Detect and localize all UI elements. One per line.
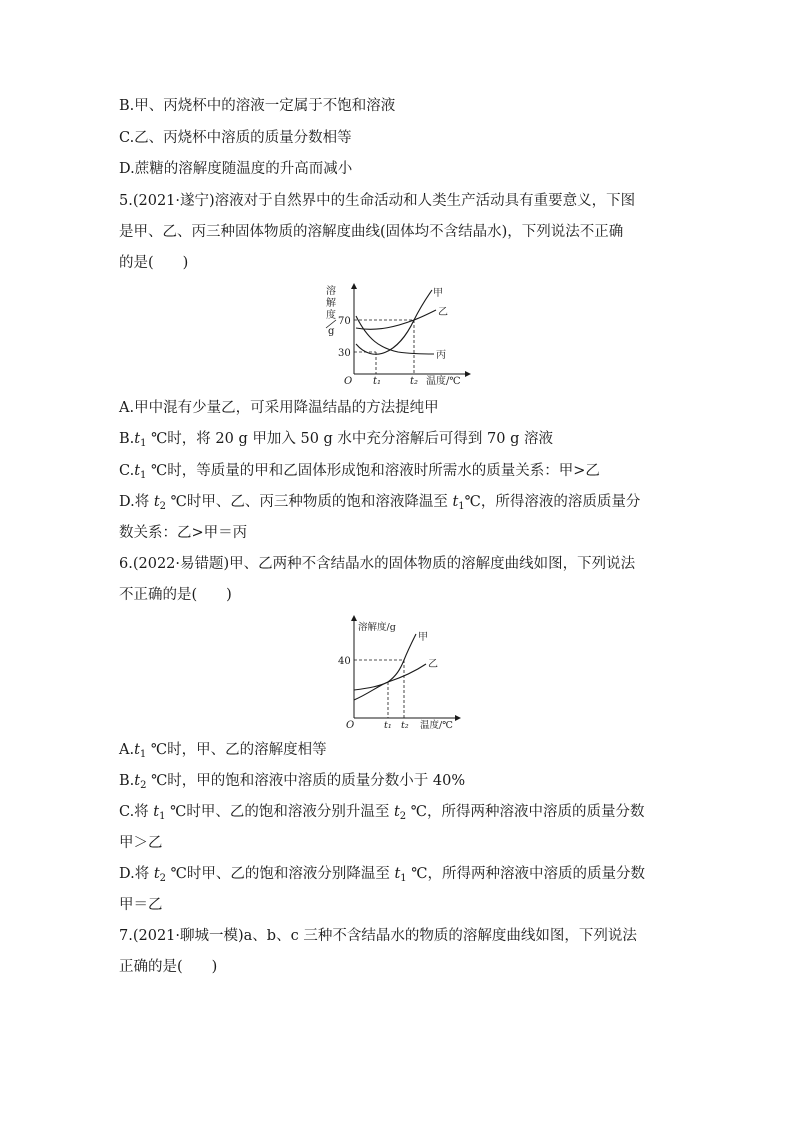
q5-option-d-line-2: 数关系：乙>甲＝丙 xyxy=(119,525,248,541)
y-axis-label-char-2: 解 xyxy=(326,298,336,309)
q5-option-d xyxy=(119,492,640,512)
q6-option-b-text: ℃时，甲的饱和溶液中溶质的质量分数小于 40% xyxy=(146,773,466,789)
q4-option-c: C.乙、丙烧杯中溶质的质量分数相等 xyxy=(119,130,352,146)
x-tick-t2: t₂ xyxy=(401,720,409,730)
origin-label: O xyxy=(346,720,355,730)
q5-option-a: A.甲中混有少量乙，可采用降温结晶的方法提纯甲 xyxy=(119,400,439,416)
q5-option-d-prefix: D.将 xyxy=(119,494,154,510)
x-tick-t2: t₂ xyxy=(410,376,419,387)
q5-option-d-mid: ℃时甲、乙、丙三种物质的饱和溶液降温至 xyxy=(166,494,453,510)
q5-stem-line-1: 5.(2021·遂宁)溶液对于自然界中的生命活动和人类生产活动具有重要意义，下图 xyxy=(119,193,636,209)
y-tick-70: 70 xyxy=(338,316,351,327)
q6-stem-line-1: 6.(2022·易错题)甲、乙两种不含结晶水的固体物质的溶解度曲线如图，下列说法 xyxy=(119,556,636,572)
q6-option-c-t2: t xyxy=(393,804,400,820)
q6-option-c-sub: 1 xyxy=(159,811,166,822)
q6-option-c-sub2: 2 xyxy=(399,811,407,822)
q5-option-c-text: ℃时，等质量的甲和乙固体形成饱和溶液时所需水的质量关系：甲>乙 xyxy=(146,463,600,479)
curve-label-yi: 乙 xyxy=(428,659,438,670)
q6-option-b-prefix: B. xyxy=(119,773,135,789)
q5-option-b-t: t xyxy=(134,431,141,447)
q5-option-d-t2: t xyxy=(452,494,459,510)
q5-option-c-t: t xyxy=(134,463,141,479)
curve-label-bing: 丙 xyxy=(436,350,446,361)
curve-jia xyxy=(354,634,416,690)
q5-stem-line-3: 的是( ) xyxy=(119,255,189,271)
q6-option-d-t: t xyxy=(153,866,160,882)
q6-option-d-line-2: 甲＝乙 xyxy=(119,897,163,913)
q7-stem-line-1: 7.(2021·聊城一模)a、b、c 三种不含结晶水的物质的溶解度曲线如图，下列说法 xyxy=(119,928,637,944)
q6-stem-line-2: 不正确的是( ) xyxy=(119,587,232,603)
q6-option-d-text: ℃，所得两种溶液中溶质的质量分数 xyxy=(406,866,646,882)
q4-option-b: B.甲、丙烧杯中的溶液一定属于不饱和溶液 xyxy=(119,98,396,114)
q6-option-d-sub: 2 xyxy=(159,873,167,884)
q6-option-d-mid: ℃时甲、乙的饱和溶液分别降温至 xyxy=(166,866,395,882)
q6-option-a-t: t xyxy=(134,742,140,758)
curve-bing xyxy=(356,316,434,354)
q5-stem-line-2: 是甲、乙、丙三种固体物质的溶解度曲线(固体均不含结晶水)，下列说法不正确 xyxy=(119,224,624,240)
q5-option-d-text: ℃，所得溶液的溶质质量分 xyxy=(464,494,641,510)
x-tick-t1: t₁ xyxy=(384,720,392,730)
y-axis-label-unit: g xyxy=(328,326,335,337)
q5-option-b-text: ℃时，将 20 g 甲加入 50 g 水中充分溶解后可得到 70 g 溶液 xyxy=(146,431,553,447)
q6-option-d-sub2: 1 xyxy=(400,873,407,884)
q6-option-b xyxy=(119,771,465,791)
q6-option-d-prefix: D.将 xyxy=(119,866,154,882)
q4-option-d: D.蔗糖的溶解度随温度的升高而减小 xyxy=(119,161,353,177)
curve-jia xyxy=(356,290,432,354)
curve-label-jia: 甲 xyxy=(418,632,428,643)
y-axis-label-char-3: 度 xyxy=(326,310,336,321)
q5-option-d-sub2: 1 xyxy=(458,501,465,512)
q6-option-d xyxy=(119,864,645,884)
curve-label-jia: 甲 xyxy=(433,288,443,299)
q6-option-d-t2: t xyxy=(394,866,401,882)
q7-stem-line-2: 正确的是( ) xyxy=(119,959,218,975)
q6-option-c-t: t xyxy=(153,804,160,820)
q6-option-c-line-2: 甲＞乙 xyxy=(119,835,163,851)
y-axis-label: 溶解度/g xyxy=(358,622,396,633)
solubility-chart-q5 xyxy=(318,282,478,390)
q5-option-c xyxy=(119,461,600,481)
q6-option-c-text: ℃，所得两种溶液中溶质的质量分数 xyxy=(406,804,645,820)
q6-option-b-t: t xyxy=(134,773,141,789)
q5-option-c-prefix: C. xyxy=(119,463,135,479)
q6-option-a-sub: 1 xyxy=(139,749,147,760)
x-axis-label: 温度/℃ xyxy=(426,376,461,387)
y-tick-30: 30 xyxy=(338,348,351,359)
x-axis-label: 温度/℃ xyxy=(420,720,453,730)
curve-yi xyxy=(354,664,426,700)
q6-option-c-mid: ℃时甲、乙的饱和溶液分别升温至 xyxy=(165,804,394,820)
y-axis-label-char-1: 溶 xyxy=(326,286,336,297)
q6-option-b-sub: 2 xyxy=(140,780,147,791)
q5-option-d-sub: 2 xyxy=(159,501,167,512)
y-tick-40: 40 xyxy=(338,656,351,667)
curve-label-yi: 乙 xyxy=(438,307,448,318)
q5-option-b-prefix: B. xyxy=(119,431,135,447)
q6-option-a-text: ℃时，甲、乙的溶解度相等 xyxy=(146,742,327,758)
q6-option-c-prefix: C.将 xyxy=(119,804,154,820)
q5-option-c-sub: 1 xyxy=(140,470,147,481)
x-tick-t1: t₁ xyxy=(373,376,382,387)
q6-option-c xyxy=(119,802,644,822)
solubility-chart-q6 xyxy=(334,614,464,730)
q5-option-d-t: t xyxy=(153,494,160,510)
q6-option-a xyxy=(119,740,327,760)
q5-option-b-sub: 1 xyxy=(140,438,147,449)
origin-label: O xyxy=(344,376,353,387)
q5-option-b xyxy=(119,429,553,449)
q6-option-a-prefix: A. xyxy=(119,742,135,758)
